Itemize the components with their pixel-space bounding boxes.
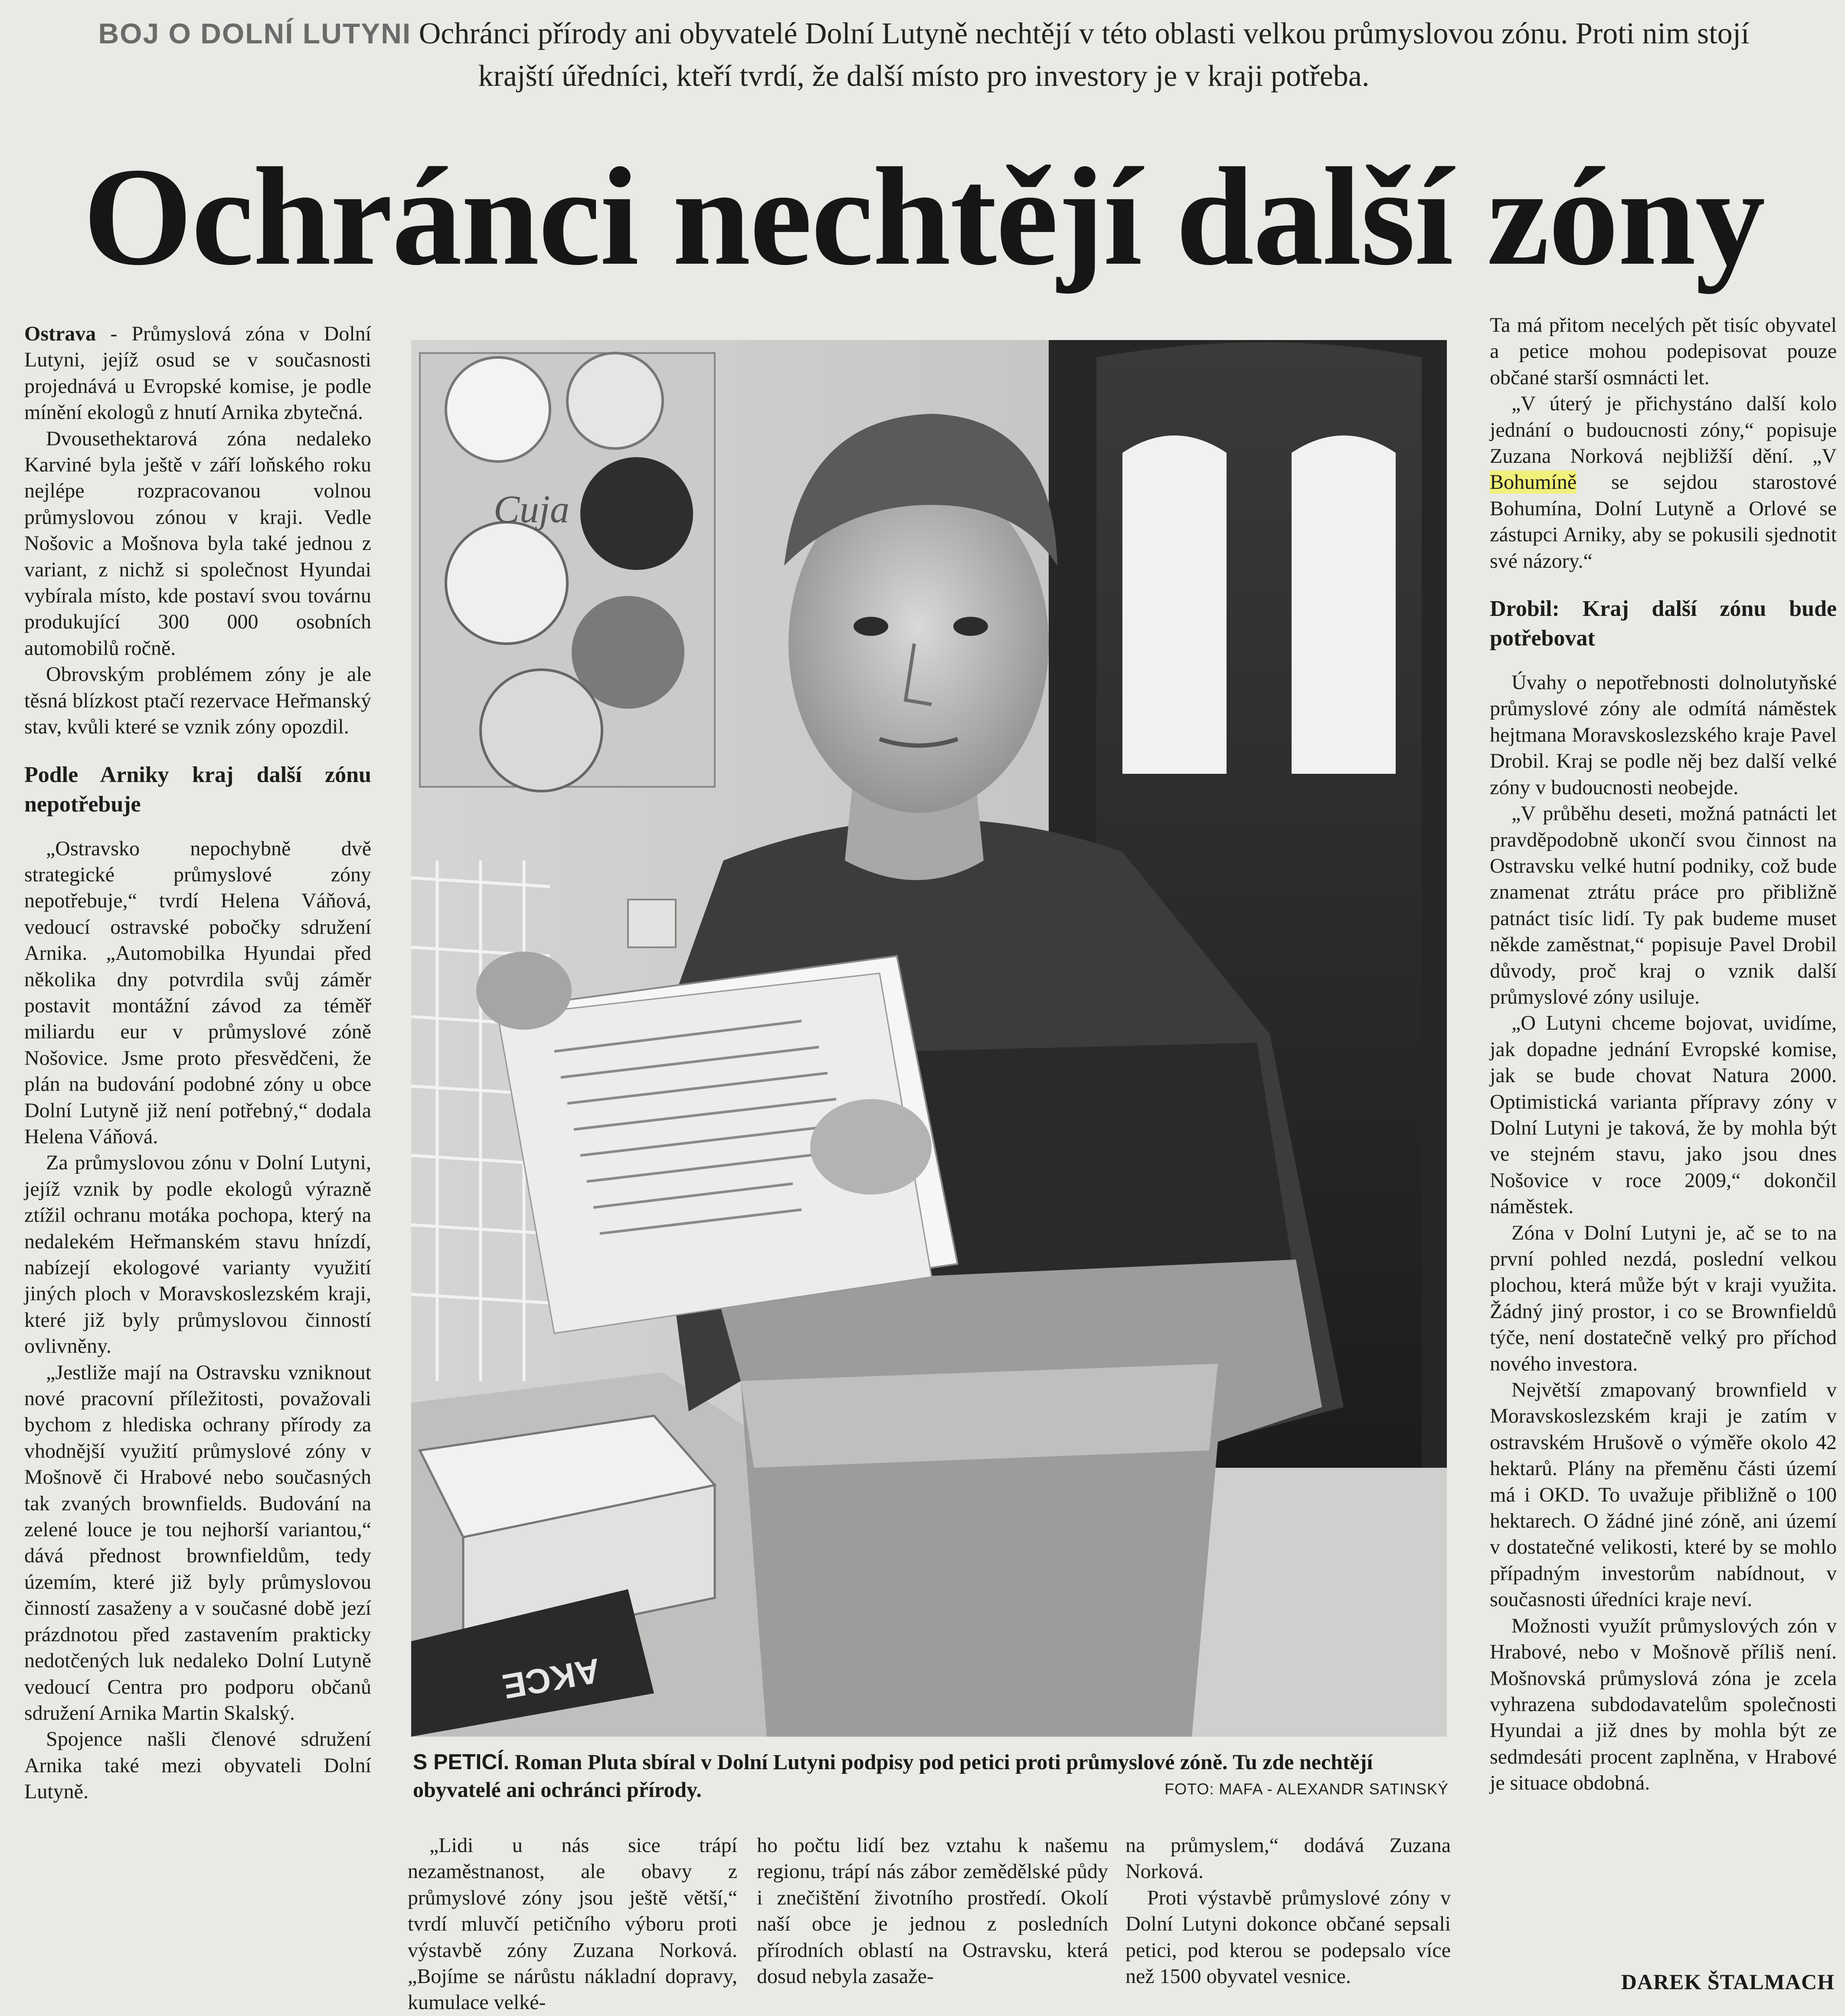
caption-text: Roman Pluta sbíral v Dolní Lutyni podpisy pod petici proti průmyslové zóně. Tu zde nechtějí obyvatelé ani ochránci přírody. [413, 1750, 1373, 1802]
deck-text: Ochránci přírody ani obyvatelé Dolní Lutyně nechtějí v této oblasti velkou průmyslovou zónu. Proti nim stojí krajští úředníci, kteří tvrdí, že další místo pro investory je v kraji potřeba. [419, 17, 1750, 93]
box-lettering: AKCE [500, 1651, 603, 1706]
paragraph: „V průběhu deseti, možná patnácti let pravděpodobně ukončí svou činnost na Ostravsku velké hutní podniky, což bude znamenat ztrátu práce pro přibližně patnáct tisíc lidí. Ty pak budeme muset někde zaměstnat,“ popisuje Pavel Drobil důvody, proč kraj o vznik další průmyslové zóny usiluje. [1490, 802, 1837, 1008]
paragraph: Dvousethektarová zóna nedaleko Karviné byla ještě v září loňského roku nejlépe rozpracovanou volnou průmyslovou zónou v kraji. Vedle Nošovic a Mošnova byla také jednou z variant, z nichž si společnost Hyundai vybírala místo, kde postaví svou továrnu produkující 300 000 osobních automobilů ročně. [24, 427, 371, 660]
paragraph: Ta má přitom necelých pět tisíc obyvatel a petice mohou podepisovat pouze občané starší osmnácti let. [1490, 314, 1837, 389]
poster-brand: Cuja [494, 488, 570, 531]
right-column [1490, 312, 1837, 1797]
paragraph: Zóna v Dolní Lutyni je, ač se to na první pohled nezdá, poslední velkou plochou, která může být v kraji využita. Žádný jiný prostor, i co se Brownfieldů týče, není dostatečně velký pro příchod nového investora. [1490, 1221, 1837, 1375]
paragraph: ho počtu lidí bez vztahu k našemu regionu, trápí nás zábor zemědělské půdy i znečištění životního prostředí. Okolí naší obce je jednou z posledních přírodních oblastí na Ostravsku, která dosud nebyla zasaže- [757, 1834, 1108, 1988]
paragraph: „Ostravsko nepochybně dvě strategické průmyslové zóny nepotřebuje,“ tvrdí Helena Váňová, vedoucí ostravské pobočky sdružení Arnika. „Automobilka Hyundai před několika dny potvrdila svůj záměr postavit montážní závod za téměř miliardu eur v průmyslové zóně Nošovice. Jsme proto přesvědčeni, že plán na budování podobné zóny u obce Dolní Lutyně již není potřebný,“ dodala Helena Váňová. [24, 837, 371, 1148]
bottom-column-2 [757, 1833, 1108, 1990]
bottom-column-1 [408, 1833, 737, 2016]
deck-kicker: BOJ O DOLNÍ LUTYNI [98, 17, 412, 49]
article-photo [411, 340, 1447, 1737]
paragraph: Proti výstavbě průmyslové zóny v Dolní Lutyni dokonce občané sepsali petici, pod kterou se podepsalo více než 1500 obyvatel vesnice. [1125, 1886, 1451, 1988]
paragraph: „Jestliže mají na Ostravsku vzniknout nové pracovní příležitosti, považovali bychom z hlediska ochrany přírody za vhodnější využití průmyslové zóny v Mošnově či Hrabové nebo současných tak zvaných brownfields. Budování na zelené louce je tou nejhorší variantou,“ dává přednost brownfieldům, tedy územím, které již byly průmyslovou činností zasaženy a v současné době jezí prázdnotou před zastavením prakticky nedotčených luk nedaleko Dolní Lutyně vedoucí Centra pro podporu občanů sdružení Arnika Martin Skalský. [24, 1361, 371, 1725]
paragraph: Možnosti využít průmyslových zón v Hrabové, nebo v Mošnově příliš není. Mošnovská průmyslová zóna je zcela vyhrazena subdodavatelům společnosti Hyundai a již dnes by mohla být ze sedmdesáti procent zaplněna, v Hrabové je situace obdobná. [1490, 1614, 1837, 1795]
dateline: Ostrava [24, 322, 96, 345]
photo-credit: FOTO: MAFA - ALEXANDR SATINSKÝ [1165, 1780, 1449, 1798]
paragraph: „O Lutyni chceme bojovat, uvidíme, jak dopadne jednání Evropské komise, jak se bude chovat Natura 2000. Optimistická varianta přípravy zóny v Dolní Lutyni je taková, že by mohla být ve stejném stavu, jako jsou dnes Nošovice v roce 2009,“ dokončil náměstek. [1490, 1011, 1837, 1218]
photo-illustration [411, 340, 1447, 1737]
left-column [24, 321, 371, 1805]
lead-paragraph: Ostrava - Průmyslová zóna v Dolní Lutyni, jejíž osud se v současnosti projednává u Evropské komise, je podle mínění ekologů z hnutí Arnika zbytečná. [24, 322, 371, 424]
paragraph: „Lidi u nás sice trápí nezaměstnanost, ale obavy z průmyslové zóny jsou ještě větší,“ tvrdí mluvčí petičního výboru proti výstavbě zóny Zuzana Norková. „Bojíme se nárůstu nákladní dopravy, kumulace velké- [408, 1834, 737, 2014]
highlighted-word: Bohumíně [1490, 471, 1577, 494]
paragraph: na průmyslem,“ dodává Zuzana Norková. [1125, 1834, 1451, 1883]
bottom-column-3 [1125, 1833, 1451, 1990]
paragraph: „V úterý je přichystáno další kolo jednání o budoucnosti zóny,“ popisuje Zuzana Norková nejbližší dění. „V Bohumíně se sejdou starostové Bohumína, Dolní Lutyně a Orlové se zástupci Arniky, aby se pokusili sjednotit své názory.“ [1490, 392, 1837, 573]
paragraph: Největší zmapovaný brownfield v Moravskoslezském kraji je zatím v ostravském Hrušově o výměře okolo 42 hektarů. Plány na přeměnu části území má i OKD. To uvažuje přibližně o 100 hektarech. O žádné jiné zóně, ani území v dostatečné velikosti, které by se mohlo případným investorům nabídnout, v současnosti úředníci kraje neví. [1490, 1378, 1837, 1611]
headline: Ochránci nechtějí další zóny [83, 139, 1765, 295]
subheading: Podle Arniky kraj další zónu nepotřebuje [24, 762, 371, 817]
article-deck [65, 12, 1783, 98]
paragraph: Úvahy o nepotřebnosti dolnolutyňské průmyslové zóny ale odmítá náměstek hejtmana Moravskoslezského kraje Pavel Drobil. Kraj se podle něj bez další velké zóny v budoucnosti neobejde. [1490, 671, 1837, 799]
author-byline: DAREK ŠTALMACH [1621, 1970, 1835, 1994]
paragraph: Za průmyslovou zónu v Dolní Lutyni, jejíž vznik by podle ekologů výrazně ztížil ochranu motáka pochopa, který na nedalekém Heřmanském stavu hnízdí, nabízejí ekologové varianty využití jiných ploch v Moravskoslezském kraji, které již byly průmyslovou činností ovlivněny. [24, 1151, 371, 1358]
subheading: Drobil: Kraj další zónu bude potřebovat [1490, 596, 1837, 651]
paragraph: Obrovským problémem zóny je ale těsná blízkost ptačí rezervace Heřmanský stav, kvůli které se vznik zóny opozdil. [24, 663, 371, 739]
caption-lead: S PETICÍ. [413, 1750, 510, 1774]
paragraph: Spojence našli členové sdružení Arnika také mezi obyvateli Dolní Lutyně. [24, 1728, 371, 1803]
